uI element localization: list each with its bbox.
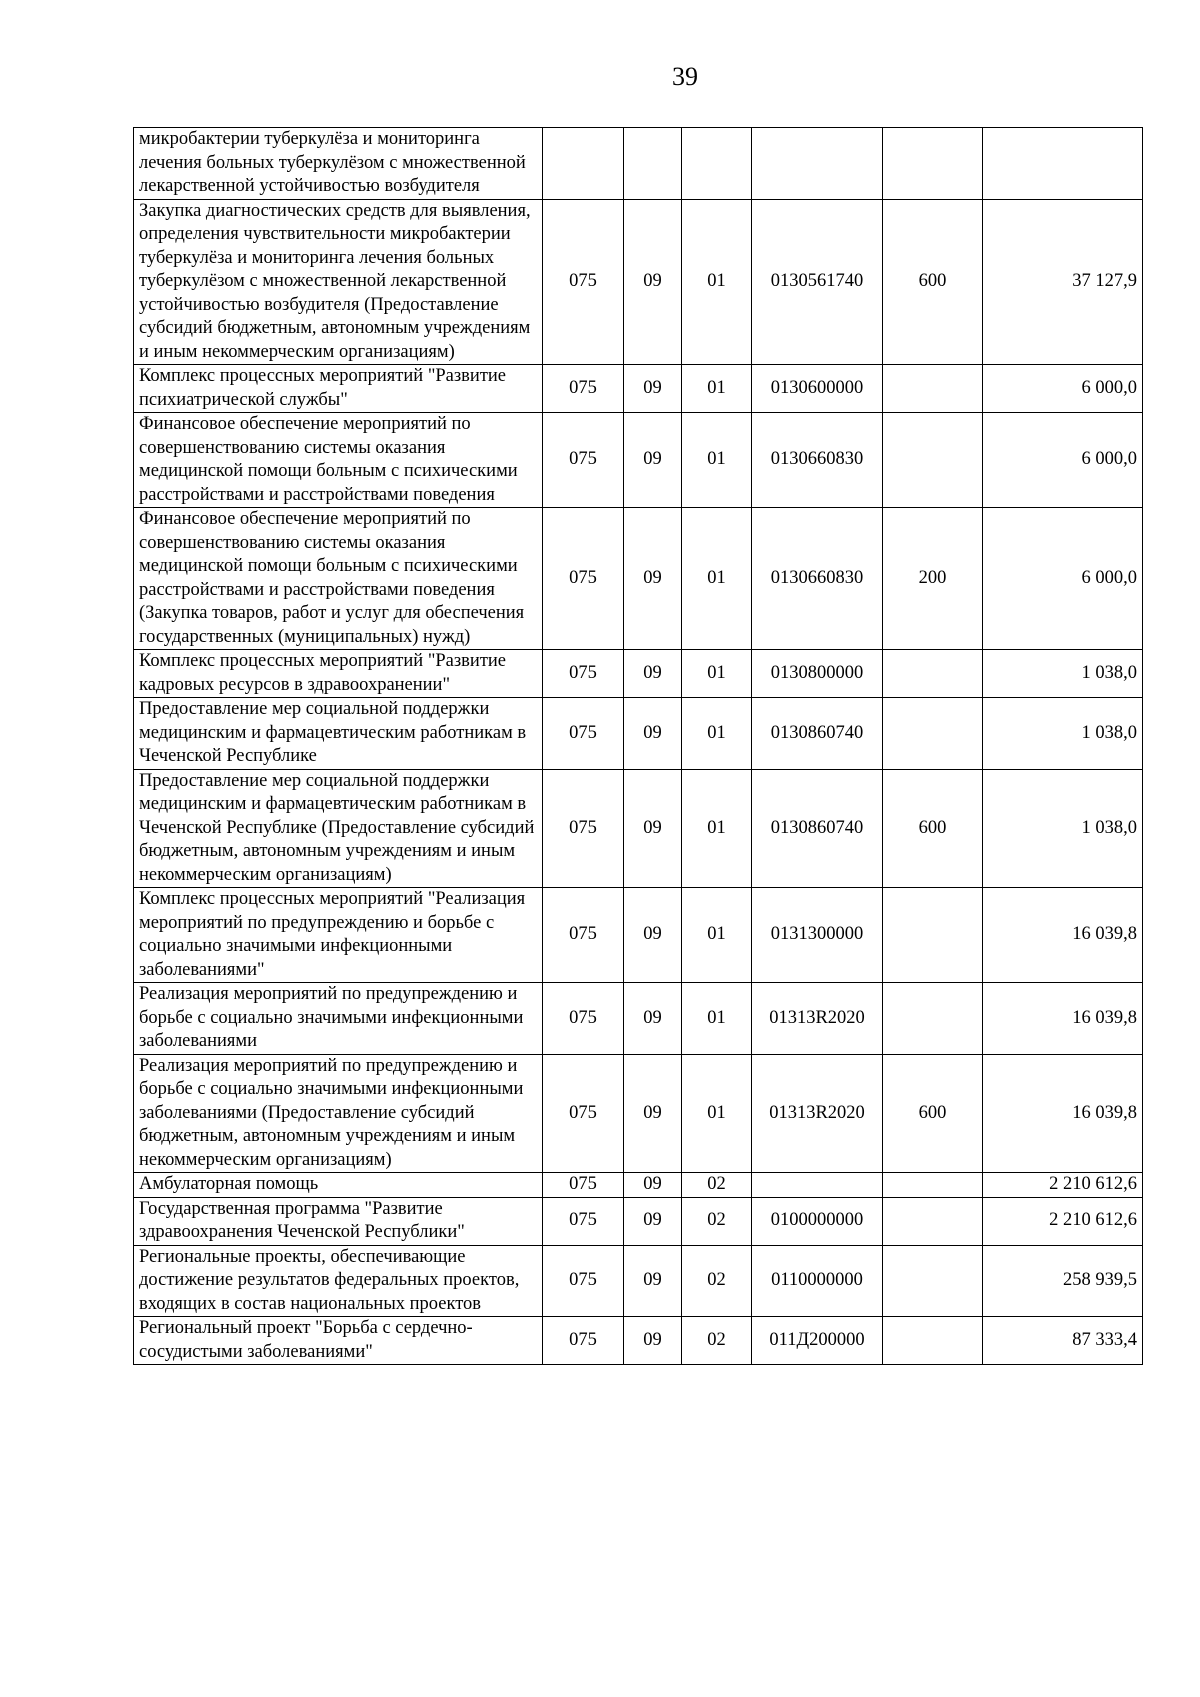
table-cell-subsection: 02 bbox=[682, 1245, 752, 1317]
table-cell-name: Региональный проект "Борьба с сердечно-сосудистыми заболеваниями" bbox=[134, 1317, 543, 1365]
table-cell-ministry: 075 bbox=[543, 888, 624, 983]
table-cell-ministry: 075 bbox=[543, 650, 624, 698]
table-cell-target-article: 0130800000 bbox=[752, 650, 883, 698]
table-cell-target-article: 0100000000 bbox=[752, 1197, 883, 1245]
table-cell-name: Реализация мероприятий по предупреждению и борьбе с социально значимыми инфекционными заболеваниями bbox=[134, 983, 543, 1055]
table-cell-amount: 2 210 612,6 bbox=[983, 1197, 1143, 1245]
table-cell-target-article: 0130561740 bbox=[752, 199, 883, 365]
table-cell-section: 09 bbox=[624, 1054, 682, 1173]
table-cell-name: Комплекс процессных мероприятий "Развитие кадровых ресурсов в здравоохранении" bbox=[134, 650, 543, 698]
table-cell-section: 09 bbox=[624, 1197, 682, 1245]
table-cell-section: 09 bbox=[624, 983, 682, 1055]
table-cell-name: Региональные проекты, обеспечивающие достижение результатов федеральных проектов, входящих в состав национальных проектов bbox=[134, 1245, 543, 1317]
table-cell-amount bbox=[983, 128, 1143, 200]
table-cell-section: 09 bbox=[624, 199, 682, 365]
table-cell-amount: 1 038,0 bbox=[983, 698, 1143, 770]
table-cell-amount: 1 038,0 bbox=[983, 769, 1143, 888]
table-cell-amount: 258 939,5 bbox=[983, 1245, 1143, 1317]
table-cell-amount: 37 127,9 bbox=[983, 199, 1143, 365]
table-cell-name: Комплекс процессных мероприятий "Реализация мероприятий по предупреждению и борьбе с социально значимыми инфекционными заболеваниями" bbox=[134, 888, 543, 983]
budget-table bbox=[133, 127, 1143, 1365]
table-cell-expense-type: 600 bbox=[883, 199, 983, 365]
table-cell-section: 09 bbox=[624, 698, 682, 770]
table-cell-name: Финансовое обеспечение мероприятий по совершенствованию системы оказания медицинской помощи больным с психическими расстройствами и расстройствами поведения bbox=[134, 413, 543, 508]
table-row bbox=[134, 698, 1143, 770]
table-cell-target-article: 01313R2020 bbox=[752, 1054, 883, 1173]
table-cell-ministry: 075 bbox=[543, 1317, 624, 1365]
table-row bbox=[134, 1054, 1143, 1173]
page-number: 39 bbox=[672, 62, 698, 91]
table-row bbox=[134, 650, 1143, 698]
table-cell-name: Амбулаторная помощь bbox=[134, 1173, 543, 1198]
table-cell-ministry: 075 bbox=[543, 769, 624, 888]
table-cell-name: Комплекс процессных мероприятий "Развитие психиатрической службы" bbox=[134, 365, 543, 413]
table-cell-subsection bbox=[682, 128, 752, 200]
table-cell-target-article: 0110000000 bbox=[752, 1245, 883, 1317]
table-cell-section: 09 bbox=[624, 1173, 682, 1198]
table-cell-expense-type bbox=[883, 983, 983, 1055]
table-cell-name: микробактерии туберкулёза и мониторинга лечения больных туберкулёзом с множественной лекарственной устойчивостью возбудителя bbox=[134, 128, 543, 200]
table-cell-amount: 16 039,8 bbox=[983, 888, 1143, 983]
table-cell-ministry: 075 bbox=[543, 1245, 624, 1317]
table-row bbox=[134, 983, 1143, 1055]
table-cell-target-article bbox=[752, 128, 883, 200]
table-cell-amount: 6 000,0 bbox=[983, 365, 1143, 413]
table-cell-subsection: 01 bbox=[682, 199, 752, 365]
table-cell-expense-type bbox=[883, 1317, 983, 1365]
table-cell-subsection: 01 bbox=[682, 365, 752, 413]
table-cell-expense-type: 600 bbox=[883, 769, 983, 888]
table-cell-subsection: 01 bbox=[682, 1054, 752, 1173]
table-cell-subsection: 02 bbox=[682, 1197, 752, 1245]
table-cell-target-article: 0130860740 bbox=[752, 769, 883, 888]
table-cell-ministry: 075 bbox=[543, 1197, 624, 1245]
table-cell-section: 09 bbox=[624, 508, 682, 650]
table-row bbox=[134, 128, 1143, 200]
table-cell-subsection: 01 bbox=[682, 508, 752, 650]
table-cell-amount: 1 038,0 bbox=[983, 650, 1143, 698]
table-cell-ministry: 075 bbox=[543, 698, 624, 770]
table-row bbox=[134, 365, 1143, 413]
table-cell-expense-type bbox=[883, 1197, 983, 1245]
table-row bbox=[134, 1197, 1143, 1245]
table-cell-ministry: 075 bbox=[543, 199, 624, 365]
table-cell-target-article: 0131300000 bbox=[752, 888, 883, 983]
table-cell-amount: 16 039,8 bbox=[983, 1054, 1143, 1173]
table-cell-name: Предоставление мер социальной поддержки медицинским и фармацевтическим работникам в Чеченской Республике bbox=[134, 698, 543, 770]
table-cell-section: 09 bbox=[624, 769, 682, 888]
table-cell-expense-type bbox=[883, 1245, 983, 1317]
table-row bbox=[134, 1173, 1143, 1198]
table-cell-ministry bbox=[543, 128, 624, 200]
table-cell-target-article bbox=[752, 1173, 883, 1198]
table-cell-name: Финансовое обеспечение мероприятий по совершенствованию системы оказания медицинской помощи больным с психическими расстройствами и расстройствами поведения (Закупка товаров, работ и услуг для обеспечения государственных (муниципальных) нужд) bbox=[134, 508, 543, 650]
table-row bbox=[134, 508, 1143, 650]
table-cell-expense-type bbox=[883, 698, 983, 770]
table-cell-expense-type: 600 bbox=[883, 1054, 983, 1173]
table-cell-section: 09 bbox=[624, 1245, 682, 1317]
table-cell-subsection: 02 bbox=[682, 1317, 752, 1365]
table-cell-name: Государственная программа "Развитие здравоохранения Чеченской Республики" bbox=[134, 1197, 543, 1245]
table-cell-ministry: 075 bbox=[543, 983, 624, 1055]
table-cell-target-article: 01313R2020 bbox=[752, 983, 883, 1055]
table-cell-name: Закупка диагностических средств для выявления, определения чувствительности микробактерии туберкулёза и мониторинга лечения больных туберкулёзом с множественной лекарственной устойчивостью возбудителя (Предоставление субсидий бюджетным, автономным учреждениям и иным некоммерческим организациям) bbox=[134, 199, 543, 365]
table-cell-subsection: 01 bbox=[682, 983, 752, 1055]
table-cell-ministry: 075 bbox=[543, 1173, 624, 1198]
table-cell-expense-type bbox=[883, 128, 983, 200]
table-cell-section: 09 bbox=[624, 413, 682, 508]
table-cell-amount: 2 210 612,6 bbox=[983, 1173, 1143, 1198]
table-cell-target-article: 0130660830 bbox=[752, 508, 883, 650]
table-cell-target-article: 0130660830 bbox=[752, 413, 883, 508]
table-cell-expense-type bbox=[883, 1173, 983, 1198]
table-cell-subsection: 01 bbox=[682, 888, 752, 983]
table-cell-target-article: 011Д200000 bbox=[752, 1317, 883, 1365]
budget-table-body bbox=[134, 128, 1143, 1365]
table-cell-amount: 87 333,4 bbox=[983, 1317, 1143, 1365]
table-cell-ministry: 075 bbox=[543, 413, 624, 508]
table-cell-ministry: 075 bbox=[543, 365, 624, 413]
table-cell-amount: 6 000,0 bbox=[983, 413, 1143, 508]
table-cell-section: 09 bbox=[624, 1317, 682, 1365]
table-cell-amount: 16 039,8 bbox=[983, 983, 1143, 1055]
table-cell-expense-type bbox=[883, 888, 983, 983]
table-cell-section bbox=[624, 128, 682, 200]
table-cell-expense-type bbox=[883, 413, 983, 508]
table-cell-name: Реализация мероприятий по предупреждению и борьбе с социально значимыми инфекционными заболеваниями (Предоставление субсидий бюджетным, автономным учреждениям и иным некоммерческим организациям) bbox=[134, 1054, 543, 1173]
table-cell-target-article: 0130860740 bbox=[752, 698, 883, 770]
table-cell-target-article: 0130600000 bbox=[752, 365, 883, 413]
table-cell-section: 09 bbox=[624, 650, 682, 698]
table-cell-section: 09 bbox=[624, 365, 682, 413]
table-cell-section: 09 bbox=[624, 888, 682, 983]
table-cell-ministry: 075 bbox=[543, 1054, 624, 1173]
table-cell-amount: 6 000,0 bbox=[983, 508, 1143, 650]
table-cell-ministry: 075 bbox=[543, 508, 624, 650]
table-cell-subsection: 01 bbox=[682, 650, 752, 698]
table-cell-subsection: 01 bbox=[682, 769, 752, 888]
table-row bbox=[134, 769, 1143, 888]
table-row bbox=[134, 1245, 1143, 1317]
table-cell-name: Предоставление мер социальной поддержки медицинским и фармацевтическим работникам в Чеченской Республике (Предоставление субсидий бюджетным, автономным учреждениям и иным некоммерческим организациям) bbox=[134, 769, 543, 888]
table-row bbox=[134, 413, 1143, 508]
table-row bbox=[134, 199, 1143, 365]
table-cell-subsection: 01 bbox=[682, 413, 752, 508]
table-cell-expense-type bbox=[883, 365, 983, 413]
table-cell-subsection: 02 bbox=[682, 1173, 752, 1198]
table-cell-expense-type: 200 bbox=[883, 508, 983, 650]
table-row bbox=[134, 1317, 1143, 1365]
table-cell-subsection: 01 bbox=[682, 698, 752, 770]
table-cell-expense-type bbox=[883, 650, 983, 698]
table-row bbox=[134, 888, 1143, 983]
